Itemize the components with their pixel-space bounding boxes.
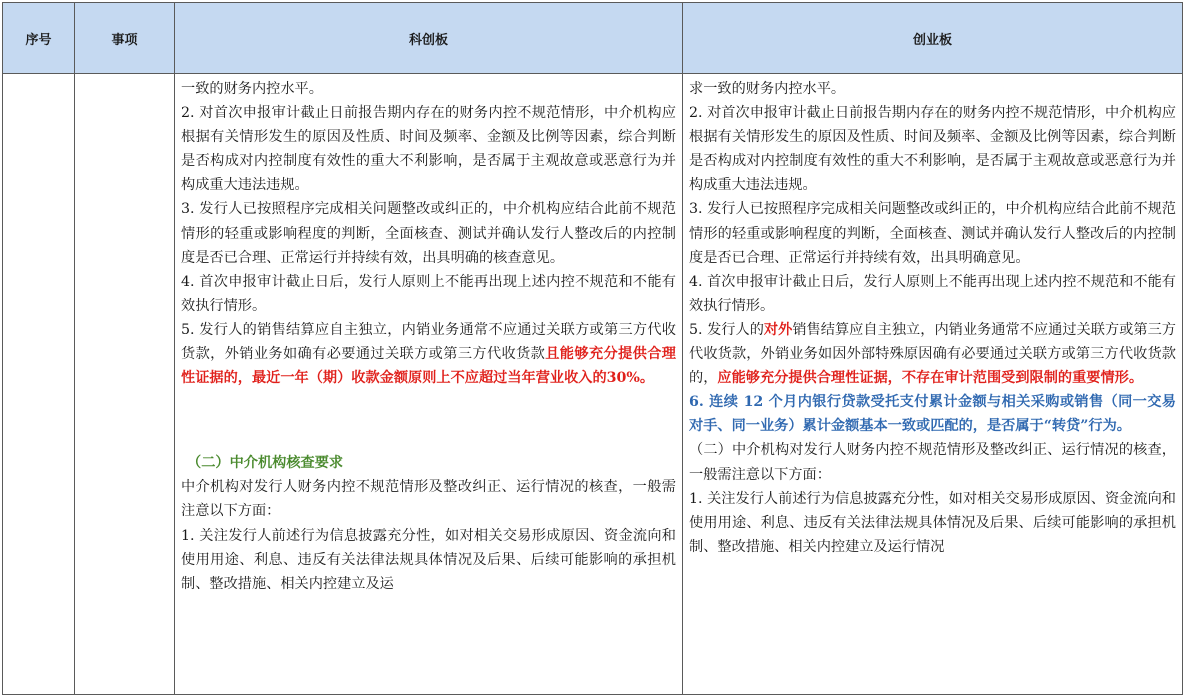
star-para-4-text: 5. 发行人的销售结算应自主独立，内销业务通常不应通过关联方或第三方代收货款，外销业务如确有必要通过关联方或第三方代收货款	[181, 321, 676, 363]
gem-para-7: 1. 关注发行人前述行为信息披露充分性，如对相关交易形成原因、资金流向和使用用途、利息、违反有关法律法规具体情况及后果、后续可能影响的承担机制、整改措施、相关内控建立及运行情况	[689, 490, 1176, 555]
cell-gem-market	[683, 74, 1183, 695]
star-para-4-highlight: 且能够充分提供合理性证据的，最近一年（期）收款金额原则上不应超过当年营业收入的30%。	[181, 346, 676, 387]
cell-star-market	[175, 74, 683, 695]
gem-para-1: 2. 对首次申报审计截止日前报告期内存在的财务内控不规范情形，中介机构应根据有关情形发生的原因及性质、时间及频率、金额及比例等因素，综合判断是否构成对内控制度有效性的重大不利影响，是否属于主观故意或恶意行为并构成重大违法违规。	[689, 105, 1176, 194]
star-para-4	[181, 318, 676, 390]
star-para-3: 4. 首次申报审计截止日后，发行人原则上不能再出现上述内控不规范和不能有效执行情形。	[181, 273, 676, 314]
star-para-1: 2. 对首次申报审计截止日前报告期内存在的财务内控不规范情形，中介机构应根据有关情形发生的原因及性质、时间及频率、金额及比例等因素，综合判断是否构成对内控制度有效性的重大不利影响，是否属于主观故意或恶意行为并构成重大违法违规。	[181, 105, 676, 194]
header-gem-market: 创业板	[683, 3, 1183, 74]
gem-para-4-text-b: 销售结算应自主独立，内销业务通常不应通过关联方或第三方代收货款，外销业务如因外部特殊原因确有必要通过关联方或第三方代收货款的，	[689, 321, 1176, 387]
comparison-table	[2, 2, 1183, 695]
gem-para-4-highlight-b: 应能够充分提供合理性证据，不存在审计范围受到限制的重要情形。	[717, 370, 1144, 387]
cell-item	[75, 74, 175, 695]
gem-para-6: （二）中介机构对发行人财务内控不规范情形及整改纠正、运行情况的核查，一般需注意以下方面：	[689, 442, 1176, 483]
cell-no	[3, 74, 75, 695]
header-item: 事项	[75, 3, 175, 74]
header-row	[3, 3, 1183, 74]
gem-para-4-text-a: 5. 发行人的	[689, 321, 764, 338]
star-para-5: 中介机构对发行人财务内控不规范情形及整改纠正、运行情况的核查，一般需注意以下方面：	[181, 479, 676, 520]
star-section-title: （二）中介机构核查要求	[187, 455, 344, 472]
header-no: 序号	[3, 3, 75, 74]
content-row	[3, 74, 1183, 695]
star-para-6: 1. 关注发行人前述行为信息披露充分性，如对相关交易形成原因、资金流向和使用用途、利息、违反有关法律法规具体情况及后果、后续可能影响的承担机制、整改措施、相关内控建立及运	[181, 527, 676, 592]
star-para-2: 3. 发行人已按照程序完成相关问题整改或纠正的，中介机构应结合此前不规范情形的轻重或影响程度的判断，全面核查、测试并确认发行人整改后的内控制度是否已合理、正常运行并持续有效，出具明确的核查意见。	[181, 201, 676, 266]
gem-para-0: 求一致的财务内控水平。	[689, 81, 846, 97]
gem-para-5: 6. 连续 12 个月内银行贷款受托支付累计金额与相关采购或销售（同一交易对手、同一业务）累计金额基本一致或匹配的，是否属于“转贷”行为。	[689, 394, 1176, 435]
spacer	[181, 390, 676, 438]
gem-para-4	[689, 318, 1176, 390]
star-para-0: 一致的财务内控水平。	[181, 81, 323, 97]
header-star-market: 科创板	[175, 3, 683, 74]
gem-para-2: 3. 发行人已按照程序完成相关问题整改或纠正的，中介机构应结合此前不规范情形的轻重或影响程度的判断，全面核查、测试并确认发行人整改后的内控制度是否已合理、正常运行并持续有效，出具明确意见。	[689, 201, 1176, 266]
gem-para-3: 4. 首次申报审计截止日后，发行人原则上不能再出现上述内控不规范和不能有效执行情形。	[689, 273, 1176, 314]
gem-para-4-highlight-a: 对外	[763, 321, 793, 338]
